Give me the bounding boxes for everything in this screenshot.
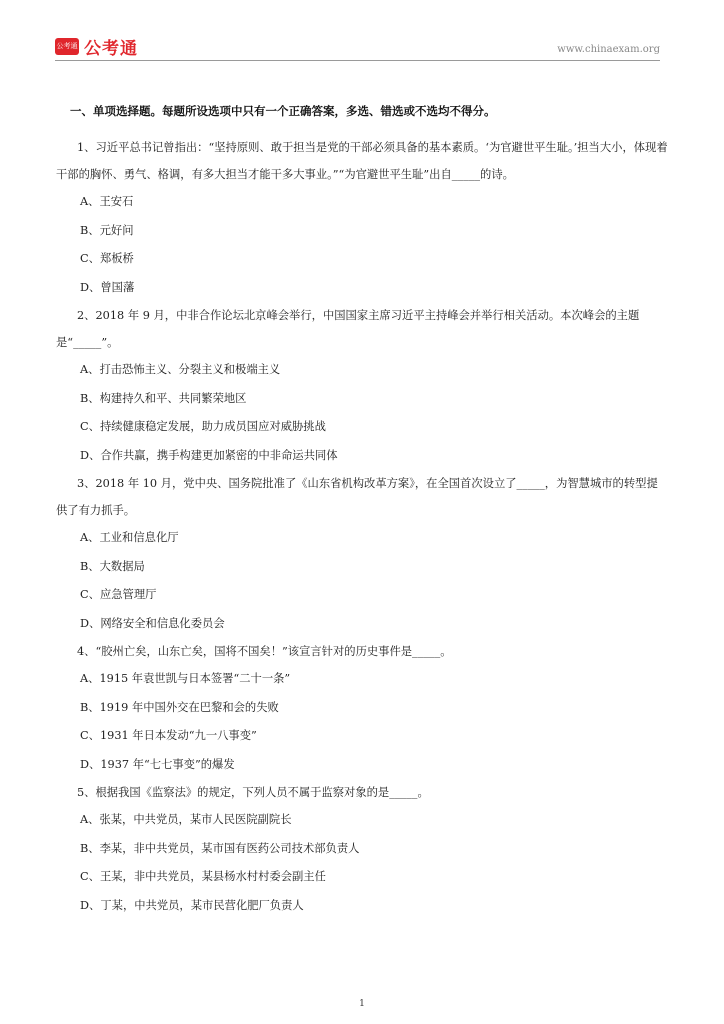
option-b: B、构建持久和平、共同繁荣地区 <box>80 391 247 405</box>
logo-badge: 公考通 <box>55 38 79 55</box>
option-a: A、王安石 <box>80 195 134 208</box>
option-b: B、大数据局 <box>80 559 145 573</box>
option-c: C、王某，非中共党员，某县杨水村村委会副主任 <box>80 870 326 883</box>
option-a: A、打击恐怖主义、分裂主义和极端主义 <box>80 363 281 376</box>
option-b: B、1919 年中国外交在巴黎和会的失败 <box>80 700 279 714</box>
question-block <box>56 638 668 779</box>
option-c: C、应急管理厅 <box>80 588 157 601</box>
question-block <box>56 302 668 470</box>
question-block <box>56 470 668 638</box>
question-stem: 5、根据我国《监察法》的规定，下列人员不属于监察对象的是_____。 <box>77 786 429 799</box>
option-a: A、张某，中共党员，某市人民医院副院长 <box>80 813 292 826</box>
page-header <box>55 32 660 62</box>
option-c: C、持续健康稳定发展，助力成员国应对威胁挑战 <box>80 420 326 433</box>
question-stem: 3、2018 年 10 月，党中央、国务院批准了《山东省机构改革方案》，在全国首次设立了_____，为智慧城市的转型提供了有力抓手。 <box>56 477 658 517</box>
option-d: D、1937 年“七七事变”的爆发 <box>80 757 235 771</box>
option-d: D、网络安全和信息化委员会 <box>80 616 225 630</box>
brand-logo <box>55 34 138 59</box>
header-divider <box>55 60 660 61</box>
question-block <box>56 779 668 920</box>
option-d: D、丁某，中共党员，某市民营化肥厂负责人 <box>80 898 304 912</box>
question-stem: 1、习近平总书记曾指出：“坚持原则、敢于担当是党的干部必须具备的基本素质。‘为官避世平生耻。’担当大小，体现着干部的胸怀、勇气、格调，有多大担当才能干多大事业。”“为官避世平生耻”出自_____的诗。 <box>56 141 668 181</box>
question-stem: 2、2018 年 9 月，中非合作论坛北京峰会举行，中国国家主席习近平主持峰会并举行相关活动。本次峰会的主题是“_____”。 <box>56 309 640 349</box>
option-d: D、合作共赢，携手构建更加紧密的中非命运共同体 <box>80 448 338 462</box>
logo-text: 公考通 <box>84 39 138 59</box>
option-a: A、工业和信息化厅 <box>80 531 179 544</box>
option-d: D、曾国藩 <box>80 280 135 294</box>
section-title: 一、单项选择题。每题所设选项中只有一个正确答案，多选、错选或不选均不得分。 <box>70 104 496 118</box>
option-b: B、李某，非中共党员，某市国有医药公司技术部负责人 <box>80 841 360 855</box>
option-a: A、1915 年袁世凯与日本签署“二十一条” <box>80 672 291 685</box>
document-body <box>56 103 668 920</box>
question-stem: 4、“胶州亡矣，山东亡矣，国将不国矣！”该宣言针对的历史事件是_____。 <box>77 645 452 658</box>
option-c: C、郑板桥 <box>80 252 134 265</box>
site-url: www.chinaexam.org <box>557 44 660 55</box>
page-number: 1 <box>359 999 365 1009</box>
option-b: B、元好问 <box>80 223 134 237</box>
option-c: C、1931 年日本发动“九一八事变” <box>80 729 257 742</box>
question-block <box>56 134 668 302</box>
